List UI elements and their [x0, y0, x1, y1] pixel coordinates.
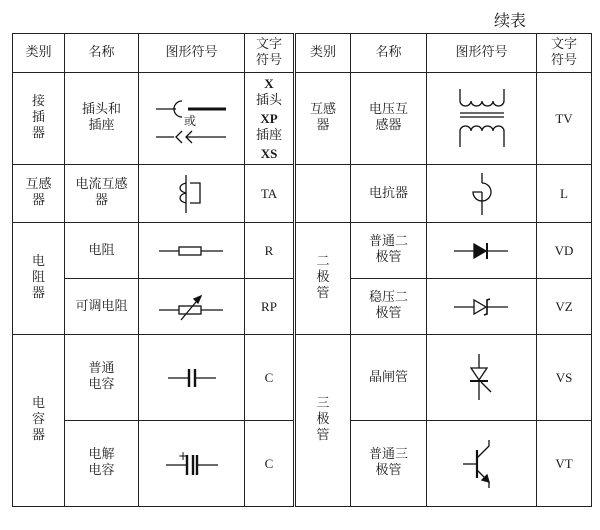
- symbol-thyristor: [427, 335, 537, 421]
- name-vt: 电压互感器: [351, 73, 427, 165]
- zener-diode-symbol: [452, 295, 512, 319]
- symbol-vt: [427, 73, 537, 165]
- name-zener: 稳压二极管: [351, 279, 427, 335]
- symbol-reactor: [427, 165, 537, 223]
- code-ct: TA: [245, 165, 295, 223]
- code-electrolytic: C: [245, 421, 295, 507]
- voltage-transformer-symbol: [452, 87, 512, 151]
- table-row: [13, 223, 592, 279]
- name-ct: 电流互感器: [65, 165, 139, 223]
- transistor-symbol: [457, 438, 507, 490]
- or-label: 或: [183, 113, 196, 128]
- code-resistor: R: [245, 223, 295, 279]
- diode-symbol: [452, 239, 512, 263]
- header-symbol: 图形符号: [139, 34, 245, 73]
- name-var-resistor: 可调电阻: [65, 279, 139, 335]
- table-caption: 续表: [494, 11, 527, 30]
- symbol-resistor: [139, 223, 245, 279]
- capacitor-symbol: [162, 366, 222, 390]
- plus-sign: +: [177, 448, 188, 463]
- code-reactor: L: [537, 165, 592, 223]
- category-vt: 互感器: [295, 73, 351, 165]
- electrolytic-capacitor-symbol: [162, 450, 222, 478]
- table-row: [13, 73, 592, 165]
- name-resistor: 电阻: [65, 223, 139, 279]
- name-transistor: 普通三极管: [351, 421, 427, 507]
- symbol-diode: [427, 223, 537, 279]
- name-diode: 普通二极管: [351, 223, 427, 279]
- category-resistor: 电阻器: [13, 223, 65, 335]
- code-capacitor: C: [245, 335, 295, 421]
- header-code: 文字符号: [245, 34, 295, 73]
- header-name: 名称: [65, 34, 139, 73]
- variable-resistor-symbol: [157, 290, 227, 324]
- symbol-capacitor: [139, 335, 245, 421]
- symbol-table: [12, 33, 592, 507]
- name-electrolytic: 电解电容: [65, 421, 139, 507]
- category-diode: 二极管: [295, 223, 351, 335]
- category-plug: 接插器: [13, 73, 65, 165]
- code-zener: VZ: [537, 279, 592, 335]
- current-transformer-symbol: [172, 171, 212, 217]
- code-thyristor: VS: [537, 335, 592, 421]
- code-vt: TV: [537, 73, 592, 165]
- symbol-electrolytic: [139, 421, 245, 507]
- header-category-2: 类别: [295, 34, 351, 73]
- category-ct: 互感器: [13, 165, 65, 223]
- category-triode: 三极管: [295, 335, 351, 507]
- symbol-transistor: [427, 421, 537, 507]
- code-transistor: VT: [537, 421, 592, 507]
- header-name-2: 名称: [351, 34, 427, 73]
- symbol-plug: [139, 73, 245, 165]
- table-row: [13, 165, 592, 223]
- name-plug: 插头和插座: [65, 73, 139, 165]
- plug-socket-symbol: [152, 91, 232, 147]
- category-empty: [295, 165, 351, 223]
- name-reactor: 电抗器: [351, 165, 427, 223]
- reactor-symbol: [462, 171, 502, 217]
- header-row: [13, 34, 592, 73]
- category-capacitor: 电容器: [13, 335, 65, 507]
- header-symbol-2: 图形符号: [427, 34, 537, 73]
- resistor-symbol: [157, 241, 227, 261]
- symbol-zener: [427, 279, 537, 335]
- header-code-2: 文字符号: [537, 34, 592, 73]
- table-row: [13, 335, 592, 421]
- symbol-ct: [139, 165, 245, 223]
- code-var-resistor: RP: [245, 279, 295, 335]
- code-plug: X 插头 XP 插座 XS: [245, 73, 295, 165]
- thyristor-symbol: [457, 352, 507, 404]
- header-category: 类别: [13, 34, 65, 73]
- name-capacitor: 普通电容: [65, 335, 139, 421]
- symbol-var-resistor: [139, 279, 245, 335]
- code-diode: VD: [537, 223, 592, 279]
- name-thyristor: 晶闸管: [351, 335, 427, 421]
